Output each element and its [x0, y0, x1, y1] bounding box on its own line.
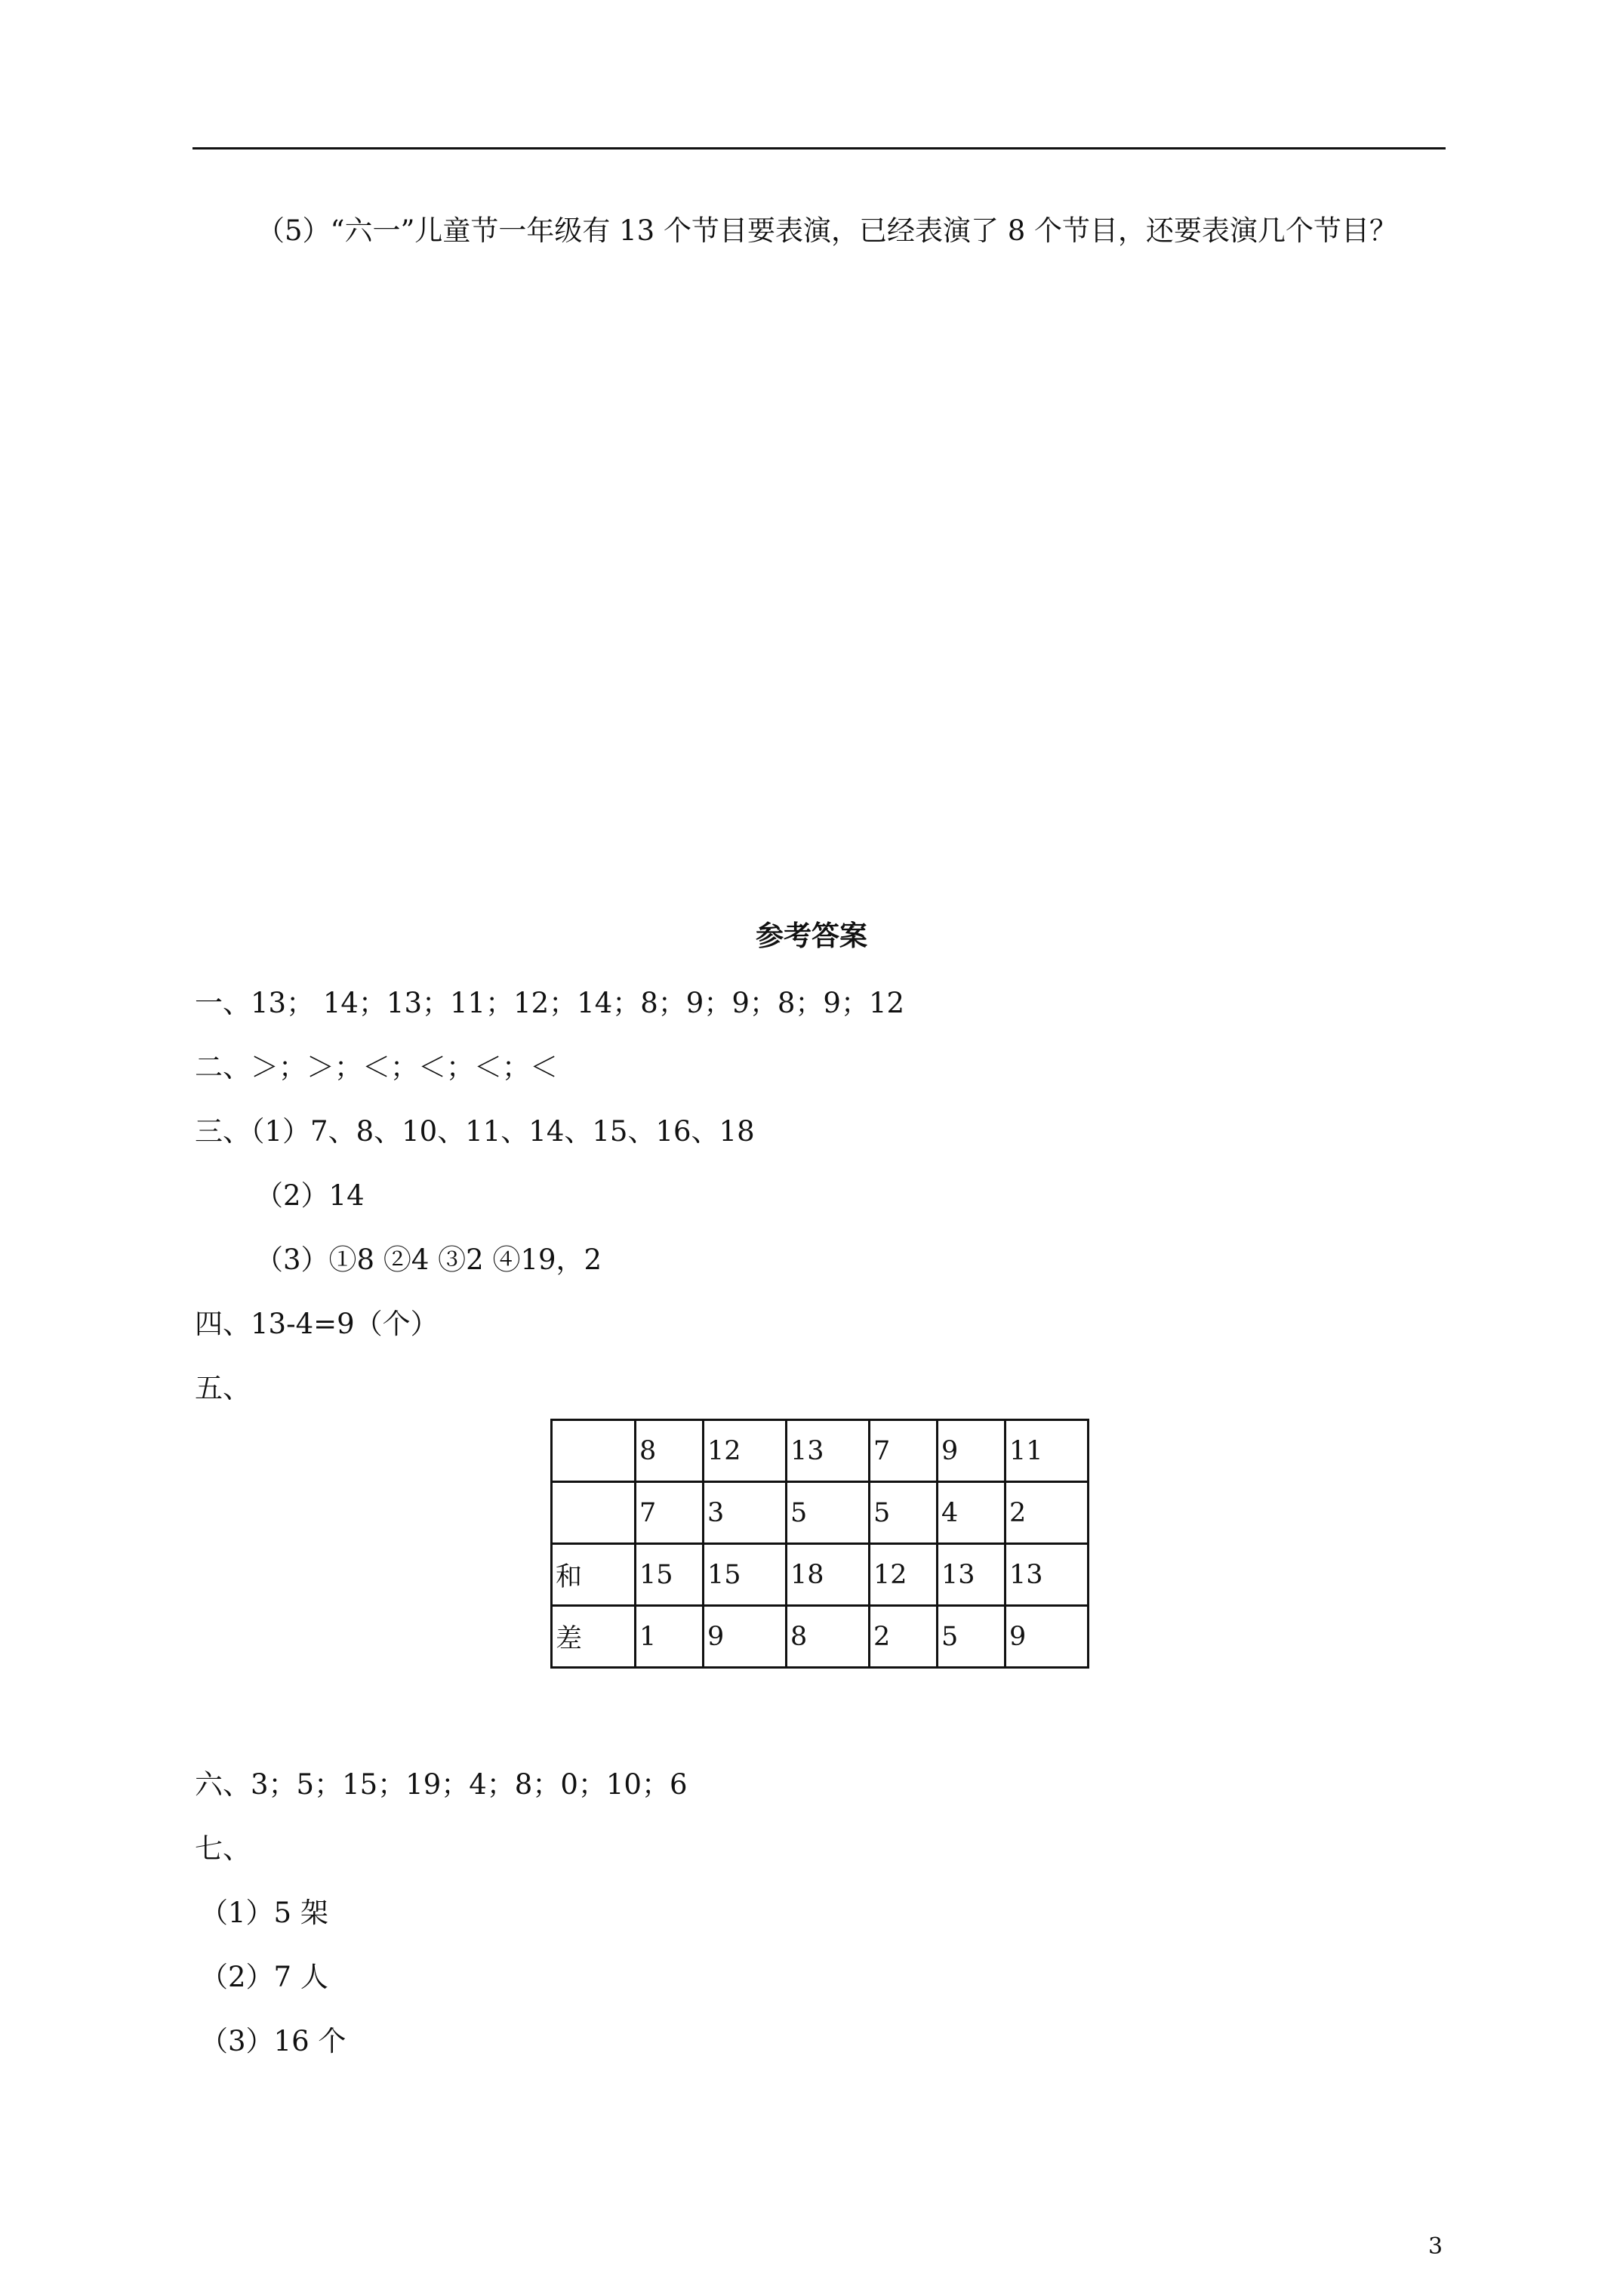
answer-section-6: 六、3；5；15；19；4；8；0；10；6 — [195, 1768, 688, 1801]
answer-key-title: 参考答案 — [756, 919, 867, 952]
table-cell: 7 — [870, 1420, 938, 1482]
table-row — [552, 1482, 1089, 1544]
table-row — [552, 1544, 1089, 1606]
table-cell: 9 — [704, 1606, 787, 1668]
table-cell: 7 — [636, 1482, 704, 1544]
table-cell: 2 — [870, 1606, 938, 1668]
table-cell: 18 — [787, 1544, 870, 1606]
answer-section-1: 一、13； 14；13；11；12；14；8；9；9；8；9；12 — [195, 987, 905, 1019]
table-cell: 3 — [704, 1482, 787, 1544]
table-cell: 15 — [704, 1544, 787, 1606]
table-cell: 13 — [787, 1420, 870, 1482]
table-cell: 5 — [787, 1482, 870, 1544]
page-number: 3 — [1428, 2233, 1443, 2260]
header-rule — [192, 147, 1446, 149]
answer-section-7-part-3: （3）16 个 — [200, 2025, 346, 2057]
table-cell: 5 — [870, 1482, 938, 1544]
table-cell — [552, 1482, 636, 1544]
answer-section-5-label: 五、 — [195, 1372, 251, 1404]
answer-table — [550, 1419, 1089, 1669]
answer-section-7-part-2: （2）7 人 — [200, 1961, 328, 1993]
answer-section-7-label: 七、 — [195, 1832, 251, 1865]
table-cell: 15 — [636, 1544, 704, 1606]
table-cell: 2 — [1006, 1482, 1089, 1544]
answer-section-7-part-1: （1）5 架 — [200, 1897, 328, 1929]
table-cell: 12 — [704, 1420, 787, 1482]
table-cell: 9 — [938, 1420, 1006, 1482]
answer-section-4: 四、13-4=9（个） — [195, 1308, 439, 1340]
table-cell: 和 — [552, 1544, 636, 1606]
table-row — [552, 1420, 1089, 1482]
table-cell: 13 — [1006, 1544, 1089, 1606]
table-row — [552, 1606, 1089, 1668]
table-cell: 5 — [938, 1606, 1006, 1668]
table-cell: 9 — [1006, 1606, 1089, 1668]
answer-section-3-part-3: （3）①8 ②4 ③2 ④19，2 — [255, 1244, 602, 1276]
answer-section-3-part-2: （2）14 — [255, 1179, 365, 1212]
table-cell: 8 — [636, 1420, 704, 1482]
answer-section-2: 二、＞；＞；＜；＜；＜；＜ — [195, 1051, 558, 1083]
table-cell: 差 — [552, 1606, 636, 1668]
table-cell — [552, 1420, 636, 1482]
table-cell: 13 — [938, 1544, 1006, 1606]
question-5: （5）“六一”儿童节一年级有 13 个节目要表演，已经表演了 8 个节目，还要表演几个节目？ — [257, 214, 1398, 247]
table-cell: 11 — [1006, 1420, 1089, 1482]
table-cell: 1 — [636, 1606, 704, 1668]
table-cell: 8 — [787, 1606, 870, 1668]
table-cell: 4 — [938, 1482, 1006, 1544]
answer-section-3-part-1: 三、（1）7、8、10、11、14、15、16、18 — [195, 1115, 755, 1148]
table-cell: 12 — [870, 1544, 938, 1606]
